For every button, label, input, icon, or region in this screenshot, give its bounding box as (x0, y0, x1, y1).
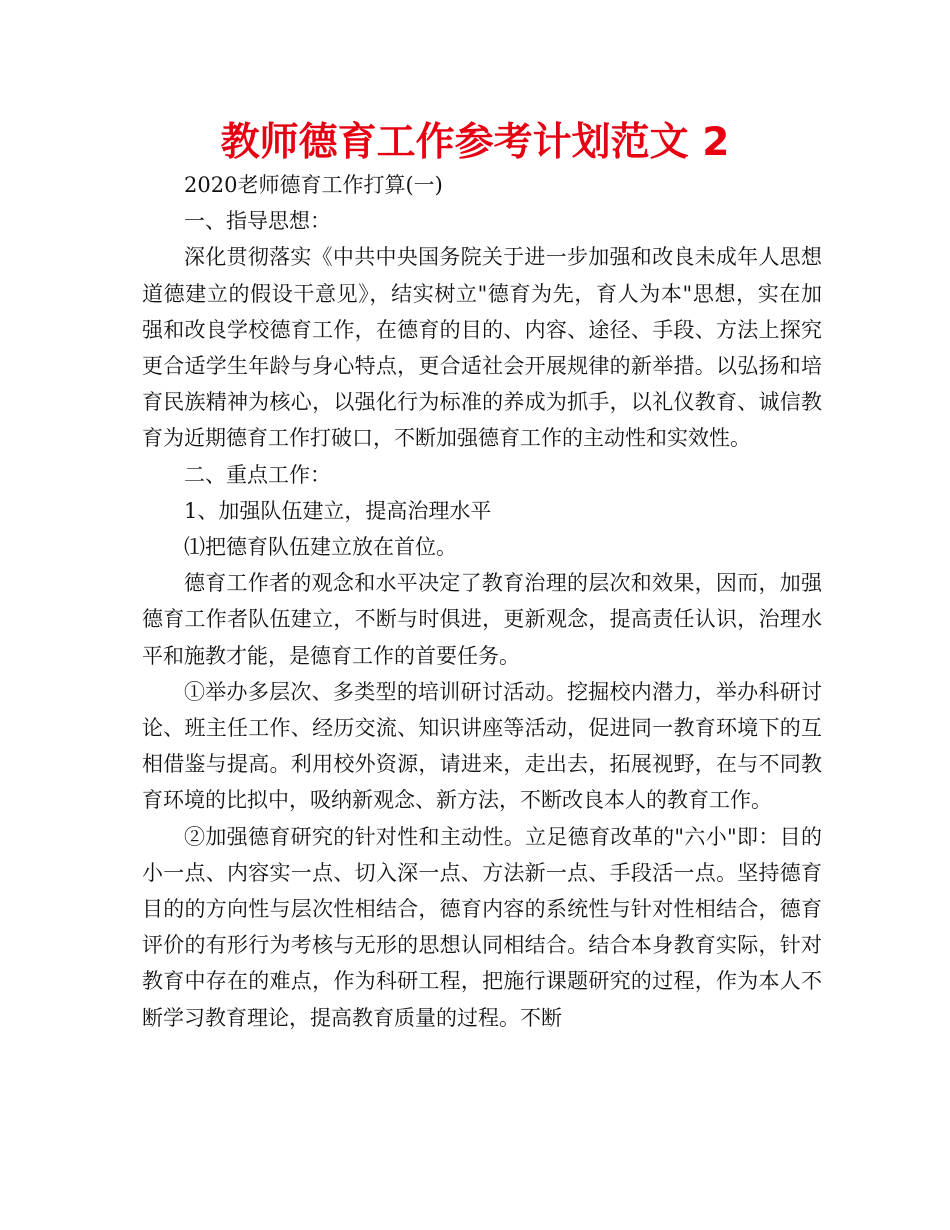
paragraph-moral-research: ②加强德育研究的针对性和主动性。立足德育改革的"六小"即：目的小一点、内容实一点、切入深一点、方法新一点、手段活一点。坚持德育目的的方向性与层次性相结合，德育内容的系统性与针对性相结合，德育评价的有形行为考核与无形的思想认同相结合。结合本身教育实际，针对教育中存在的难点，作为科研工程，把施行课题研究的过程，作为本人不断学习教育理论，提高教育质量的过程。不断 (142, 824, 822, 1030)
paragraph-item-1: ⑴把德育队伍建立放在首位。 (184, 535, 457, 560)
document-body (142, 167, 822, 1036)
paragraph-plan-heading: 2020老师德育工作打算(一) (184, 173, 443, 197)
paragraph-team-building-body: 德育工作者的观念和水平决定了教育治理的层次和效果，因而，加强德育工作者队伍建立，不断与时俱进，更新观念，提高责任认识，治理水平和施教才能，是德育工作的首要任务。 (142, 571, 822, 668)
document-title: 教师德育工作参考计划范文 2 (220, 120, 730, 165)
paragraph-section-key-work: 二、重点工作： (184, 462, 331, 487)
paragraph-guiding-thought-body: 深化贯彻落实《中共中央国务院关于进一步加强和改良未成年人思想道德建立的假设干意见》，结实树立"德育为先，育人为本"思想，实在加强和改良学校德育工作，在德育的目的、内容、途径、手段、方法上探究更合适学生年龄与身心特点，更合适社会开展规律的新举措。以弘扬和培育民族精神为核心，以强化行为标准的养成为抓手，以礼仪教育、诚信教育为近期德育工作打破口，不断加强德育工作的主动性和实效性。 (142, 245, 822, 451)
paragraph-subsection-team-building: 1、加强队伍建立，提高治理水平 (184, 498, 492, 523)
paragraph-training-activities: ①举办多层次、多类型的培训研讨活动。挖掘校内潜力，举办科研讨论、班主任工作、经历交流、知识讲座等活动，促进同一教育环境下的互相借鉴与提高。利用校外资源，请进来，走出去，拓展视野，在与不同教育环境的比拟中，吸纳新观念、新方法，不断改良本人的教育工作。 (142, 679, 822, 813)
paragraph-section-guiding-thought: 一、指导思想： (184, 209, 331, 234)
